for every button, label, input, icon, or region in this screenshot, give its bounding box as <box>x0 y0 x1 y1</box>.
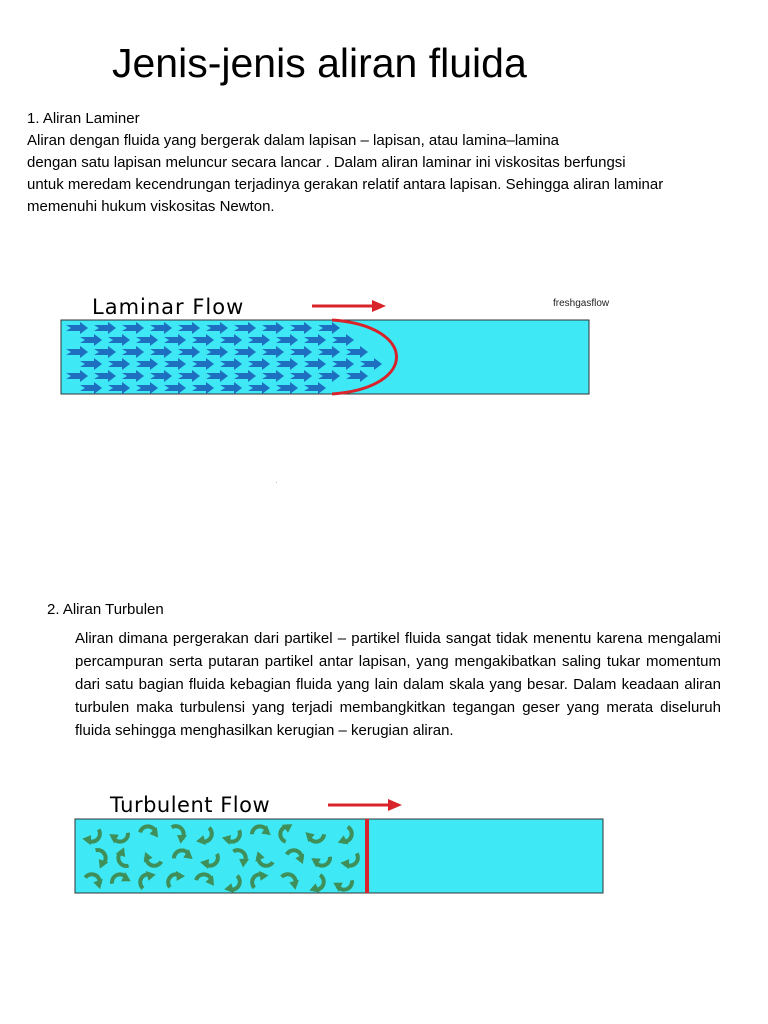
laminar-flow-label: Laminar Flow <box>92 295 245 319</box>
section2-heading: 2. Aliran Turbulen <box>47 601 164 618</box>
stray-dot <box>276 482 277 483</box>
laminar-flow-diagram <box>56 290 596 400</box>
section1-line: dengan satu lapisan meluncur secara lancar . Dalam aliran laminar ini viskositas berfungsi <box>27 154 626 171</box>
page-title: Jenis-jenis aliran fluida <box>112 40 527 86</box>
section1-line: untuk meredam kecendrungan terjadinya gerakan relatif antara lapisan. Sehingga aliran laminar <box>27 176 664 193</box>
laminar-pipe <box>61 320 589 394</box>
diagram-caption: freshgasflow <box>553 298 610 309</box>
section2-body: Aliran dimana pergerakan dari partikel – partikel fluida sangat tidak menentu karena mengalami percampuran serta putaran partikel antar lapisan, yang mengakibatkan saling tukar momentum dari satu bagian fluida kebagian fluida yang lain dalam skala yang besar. Dalam keadaan aliran turbulen maka turbulensi yang terjadi membangkitkan tegangan geser yang merata diseluruh fluida sehingga menghasilkan kerugian – kerugian aliran. <box>75 630 721 739</box>
section1-heading: 1. Aliran Laminer <box>27 110 140 127</box>
section1-body <box>27 130 768 218</box>
turbulent-flow-diagram <box>70 790 610 900</box>
laminar-direction-arrow-icon <box>312 300 386 312</box>
section1-line: memenuhi hukum viskositas Newton. <box>27 198 275 215</box>
turbulent-flow-label: Turbulent Flow <box>110 793 271 817</box>
section1-line: Aliran dengan fluida yang bergerak dalam lapisan – lapisan, atau lamina–lamina <box>27 132 560 149</box>
turbulent-direction-arrow-icon <box>328 799 402 811</box>
